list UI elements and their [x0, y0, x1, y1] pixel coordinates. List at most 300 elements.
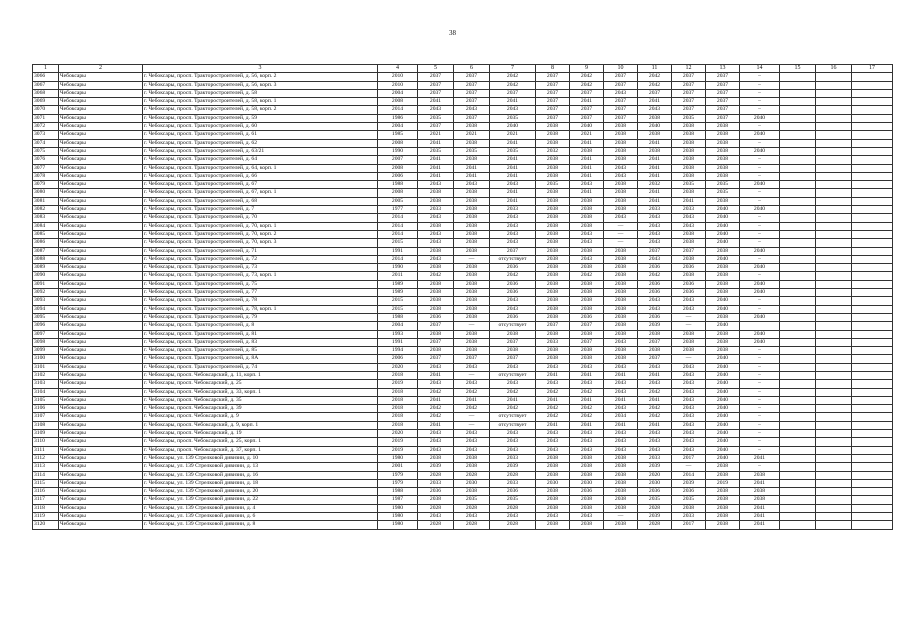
table-cell: [852, 297, 893, 305]
table-cell: 2038: [536, 488, 570, 496]
address-cell: г. Чебоксары, просп. Тракторостроителей, д. 62: [143, 139, 378, 147]
table-cell: Чебоксары: [59, 197, 143, 205]
table-cell: –: [740, 89, 780, 97]
table-cell: 2007: [378, 156, 418, 164]
table-cell: Чебоксары: [59, 347, 143, 355]
address-cell: г. Чебоксары, просп. Тракторостроителей, д. 74: [143, 363, 378, 371]
address-cell: г. Чебоксары, просп. Тракторостроителей, д. 70, корп. 3: [143, 239, 378, 247]
address-cell: г. Чебоксары, просп. Чебоксарский, д. 35: [143, 396, 378, 404]
table-cell: 2042: [638, 405, 672, 413]
table-cell: 2038: [672, 172, 706, 180]
table-cell: [816, 289, 852, 297]
table-cell: 2028: [638, 504, 672, 512]
table-cell: 2043: [672, 430, 706, 438]
row-number-cell: 3098: [33, 338, 59, 346]
row-number-cell: 3069: [33, 98, 59, 106]
table-cell: 2038: [536, 297, 570, 305]
table-cell: 2033: [418, 206, 454, 214]
table-cell: [780, 230, 816, 238]
table-cell: [816, 380, 852, 388]
table-cell: 2043: [490, 305, 536, 313]
table-cell: 2038: [706, 289, 740, 297]
table-cell: [780, 396, 816, 404]
table-cell: 2038: [706, 513, 740, 521]
row-number-cell: 3116: [33, 488, 59, 496]
table-cell: 2030: [570, 479, 604, 487]
table-cell: 2041: [454, 172, 490, 180]
table-cell: 2020: [638, 471, 672, 479]
table-cell: 2041: [638, 156, 672, 164]
table-cell: 2038: [638, 131, 672, 139]
address-cell: г. Чебоксары, ул. 139 Стрелковой дивизии, д. 18: [143, 479, 378, 487]
table-cell: —: [454, 371, 490, 379]
table-cell: [780, 172, 816, 180]
table-cell: 2041: [740, 521, 780, 529]
column-header: 7: [490, 65, 536, 73]
table-cell: [852, 81, 893, 89]
table-cell: 2028: [490, 504, 536, 512]
table-cell: –: [740, 371, 780, 379]
table-cell: 2037: [706, 89, 740, 97]
table-cell: 2041: [638, 98, 672, 106]
table-cell: 2041: [638, 396, 672, 404]
table-cell: –: [740, 230, 780, 238]
table-cell: 2040: [706, 454, 740, 462]
column-header: 12: [672, 65, 706, 73]
table-cell: 2038: [706, 504, 740, 512]
table-cell: 2036: [490, 313, 536, 321]
table-row: [33, 463, 893, 471]
column-header: 3: [143, 65, 378, 73]
table-cell: 2037: [638, 338, 672, 346]
table-cell: 2033: [638, 206, 672, 214]
table-cell: 2043: [638, 438, 672, 446]
table-cell: –: [740, 446, 780, 454]
table-cell: 2038: [604, 347, 638, 355]
address-cell: г. Чебоксары, ул. 139 Стрелковой дивизии, д. 8: [143, 521, 378, 529]
table-cell: 2037: [536, 81, 570, 89]
table-cell: [780, 355, 816, 363]
table-cell: 2038: [570, 305, 604, 313]
table-cell: [816, 114, 852, 122]
table-cell: 2040: [706, 305, 740, 313]
table-cell: 2036: [490, 289, 536, 297]
table-cell: 2035: [706, 181, 740, 189]
table-cell: 2038: [706, 313, 740, 321]
table-cell: 2043: [418, 106, 454, 114]
row-number-cell: 3089: [33, 264, 59, 272]
table-cell: 2010: [378, 81, 418, 89]
table-cell: [816, 189, 852, 197]
table-cell: 2043: [672, 380, 706, 388]
table-cell: [852, 330, 893, 338]
table-cell: 2005: [378, 197, 418, 205]
table-cell: [852, 454, 893, 462]
table-cell: 2038: [604, 247, 638, 255]
table-cell: 2038: [454, 313, 490, 321]
table-cell: [816, 297, 852, 305]
table-cell: Чебоксары: [59, 289, 143, 297]
table-cell: 2033: [638, 454, 672, 462]
table-cell: 2038: [706, 156, 740, 164]
table-cell: 2043: [536, 380, 570, 388]
table-cell: 2037: [638, 89, 672, 97]
page-number: 38: [449, 29, 456, 37]
table-cell: Чебоксары: [59, 488, 143, 496]
row-number-cell: 3100: [33, 355, 59, 363]
table-cell: 2021: [454, 131, 490, 139]
address-cell: г. Чебоксары, просп. Тракторостроителей, д. 8А: [143, 355, 378, 363]
table-row: [33, 189, 893, 197]
table-cell: Чебоксары: [59, 147, 143, 155]
table-cell: [816, 214, 852, 222]
table-cell: 2035: [418, 147, 454, 155]
table-cell: 2037: [490, 89, 536, 97]
table-row: [33, 430, 893, 438]
table-row: [33, 147, 893, 155]
table-cell: 2043: [672, 371, 706, 379]
table-cell: Чебоксары: [59, 454, 143, 462]
row-number-cell: 3075: [33, 147, 59, 155]
table-cell: 2038: [604, 280, 638, 288]
row-number-cell: 3102: [33, 371, 59, 379]
table-cell: 2038: [604, 471, 638, 479]
table-cell: [780, 73, 816, 81]
table-cell: 2043: [638, 363, 672, 371]
row-number-cell: 3080: [33, 189, 59, 197]
table-cell: Чебоксары: [59, 521, 143, 529]
table-cell: 2043: [672, 446, 706, 454]
table-cell: [816, 98, 852, 106]
table-cell: 2043: [418, 430, 454, 438]
table-row: [33, 496, 893, 504]
table-row: [33, 438, 893, 446]
table-cell: 2038: [570, 297, 604, 305]
row-number-cell: 3101: [33, 363, 59, 371]
table-cell: [780, 363, 816, 371]
table-cell: 2038: [706, 330, 740, 338]
table-cell: отсутствует: [490, 322, 536, 330]
table-cell: 2028: [418, 504, 454, 512]
table-cell: 2028: [454, 521, 490, 529]
address-cell: г. Чебоксары, просп. Тракторостроителей, д. 85: [143, 347, 378, 355]
table-cell: –: [740, 305, 780, 313]
table-cell: 2038: [536, 305, 570, 313]
row-number-cell: 3120: [33, 521, 59, 529]
table-cell: 2038: [672, 347, 706, 355]
table-cell: [816, 206, 852, 214]
table-cell: [816, 230, 852, 238]
address-cell: г. Чебоксары, просп. Тракторостроителей, д. 58: [143, 89, 378, 97]
table-cell: 2040: [706, 239, 740, 247]
table-cell: 2032: [536, 147, 570, 155]
table-cell: 2043: [418, 380, 454, 388]
table-cell: Чебоксары: [59, 123, 143, 131]
column-header: 1: [33, 65, 59, 73]
table-cell: 2036: [638, 280, 672, 288]
table-cell: 2038: [706, 197, 740, 205]
table-row: [33, 206, 893, 214]
table-cell: [780, 147, 816, 155]
table-cell: 2038: [454, 297, 490, 305]
table-cell: 2043: [418, 438, 454, 446]
table-cell: 2041: [638, 172, 672, 180]
table-cell: 2038: [536, 463, 570, 471]
table-cell: 2038: [604, 355, 638, 363]
table-cell: 2038: [570, 264, 604, 272]
table-cell: [852, 463, 893, 471]
table-cell: 2038: [570, 496, 604, 504]
table-cell: 2028: [454, 471, 490, 479]
table-cell: 2038: [604, 131, 638, 139]
table-cell: 2043: [490, 222, 536, 230]
table-cell: 2043: [418, 363, 454, 371]
table-cell: 2037: [604, 106, 638, 114]
table-cell: 2041: [418, 421, 454, 429]
table-cell: 2038: [536, 222, 570, 230]
table-cell: 2040: [740, 247, 780, 255]
row-number-cell: 3091: [33, 280, 59, 288]
table-cell: 2041: [570, 139, 604, 147]
table-cell: 2018: [378, 405, 418, 413]
table-cell: [780, 214, 816, 222]
table-cell: –: [740, 355, 780, 363]
table-cell: 2043: [536, 446, 570, 454]
table-cell: [780, 479, 816, 487]
table-cell: 2038: [418, 347, 454, 355]
table-cell: 2014: [672, 471, 706, 479]
table-cell: 2036: [570, 313, 604, 321]
column-header: 5: [418, 65, 454, 73]
table-cell: 2038: [454, 156, 490, 164]
table-cell: 2038: [536, 156, 570, 164]
table-cell: 2038: [536, 454, 570, 462]
table-cell: 2037: [604, 81, 638, 89]
table-cell: [780, 106, 816, 114]
table-cell: [852, 114, 893, 122]
table-cell: 2043: [490, 297, 536, 305]
table-cell: 2038: [570, 289, 604, 297]
table-cell: [780, 89, 816, 97]
address-cell: г. Чебоксары, просп. Тракторостроителей, д. 73, корп. 1: [143, 272, 378, 280]
table-cell: 2041: [418, 156, 454, 164]
table-row: [33, 280, 893, 288]
table-cell: Чебоксары: [59, 430, 143, 438]
table-cell: [852, 363, 893, 371]
table-cell: [852, 98, 893, 106]
table-cell: 2039: [638, 463, 672, 471]
table-cell: 2037: [418, 81, 454, 89]
row-number-cell: 3083: [33, 214, 59, 222]
table-cell: 2008: [378, 164, 418, 172]
table-cell: 2038: [536, 230, 570, 238]
table-cell: Чебоксары: [59, 255, 143, 263]
table-cell: [852, 181, 893, 189]
table-cell: 1988: [378, 313, 418, 321]
table-cell: –: [740, 81, 780, 89]
address-cell: г. Чебоксары, просп. Тракторостроителей, д. 72: [143, 255, 378, 263]
table-cell: 2037: [706, 73, 740, 81]
table-cell: 2036: [490, 280, 536, 288]
address-cell: г. Чебоксары, ул. 139 Стрелковой дивизии, д. 16: [143, 471, 378, 479]
table-cell: 2042: [638, 413, 672, 421]
table-cell: 2034: [604, 413, 638, 421]
table-cell: 2037: [536, 322, 570, 330]
table-cell: 2043: [638, 430, 672, 438]
table-cell: 2043: [570, 255, 604, 263]
table-cell: 2042: [536, 388, 570, 396]
table-row: [33, 164, 893, 172]
table-cell: 2041: [536, 371, 570, 379]
table-cell: 2041: [638, 164, 672, 172]
table-cell: [852, 479, 893, 487]
table-cell: 2042: [638, 388, 672, 396]
table-cell: 2038: [706, 164, 740, 172]
address-cell: г. Чебоксары, просп. Чебоксарский, д. 19: [143, 430, 378, 438]
table-cell: 2018: [378, 421, 418, 429]
table-cell: [780, 371, 816, 379]
table-cell: 2038: [536, 139, 570, 147]
table-cell: Чебоксары: [59, 222, 143, 230]
table-cell: –: [740, 380, 780, 388]
table-cell: 2030: [454, 479, 490, 487]
table-cell: 2043: [454, 380, 490, 388]
table-cell: [852, 405, 893, 413]
column-header: 4: [378, 65, 418, 73]
table-cell: 2038: [638, 114, 672, 122]
table-cell: 2038: [672, 338, 706, 346]
table-cell: 1988: [378, 181, 418, 189]
table-cell: 2038: [638, 147, 672, 155]
table-cell: 2038: [638, 347, 672, 355]
table-cell: 2038: [454, 230, 490, 238]
row-number-cell: 3092: [33, 289, 59, 297]
table-cell: 2038: [604, 463, 638, 471]
table-cell: 2015: [378, 305, 418, 313]
table-cell: [780, 206, 816, 214]
table-cell: 2037: [454, 98, 490, 106]
table-cell: [816, 272, 852, 280]
address-cell: г. Чебоксары, просп. Тракторостроителей, д. 83: [143, 338, 378, 346]
table-cell: 2038: [536, 214, 570, 222]
table-cell: [780, 388, 816, 396]
table-cell: [852, 521, 893, 529]
table-cell: [780, 289, 816, 297]
table-cell: [780, 463, 816, 471]
table-cell: 2037: [418, 322, 454, 330]
table-cell: 2036: [418, 313, 454, 321]
table-row: [33, 156, 893, 164]
table-cell: Чебоксары: [59, 239, 143, 247]
table-cell: 2038: [536, 347, 570, 355]
table-cell: 2041: [490, 396, 536, 404]
table-cell: 2040: [706, 322, 740, 330]
row-number-cell: 3097: [33, 330, 59, 338]
table-cell: [816, 363, 852, 371]
table-cell: [780, 413, 816, 421]
table-cell: [816, 131, 852, 139]
table-cell: [816, 405, 852, 413]
table-cell: [816, 322, 852, 330]
table-cell: [852, 123, 893, 131]
table-row: [33, 413, 893, 421]
address-cell: г. Чебоксары, просп. Тракторостроителей, д. 75: [143, 280, 378, 288]
table-cell: Чебоксары: [59, 181, 143, 189]
address-cell: г. Чебоксары, просп. Тракторостроителей, д. 67: [143, 181, 378, 189]
table-cell: 2041: [490, 164, 536, 172]
table-cell: 2043: [638, 106, 672, 114]
table-row: [33, 106, 893, 114]
table-cell: 2038: [454, 247, 490, 255]
table-cell: 2004: [378, 123, 418, 131]
address-cell: г. Чебоксары, просп. Чебоксарский, д. 9: [143, 413, 378, 421]
table-cell: [816, 181, 852, 189]
table-cell: 2040: [740, 280, 780, 288]
table-cell: [816, 73, 852, 81]
table-cell: [852, 488, 893, 496]
table-cell: [816, 239, 852, 247]
table-cell: 1986: [378, 114, 418, 122]
address-cell: г. Чебоксары, ул. 139 Стрелковой дивизии, д. 6: [143, 513, 378, 521]
table-cell: 2037: [418, 355, 454, 363]
table-cell: 2041: [490, 98, 536, 106]
table-cell: [816, 305, 852, 313]
table-row: [33, 363, 893, 371]
table-row: [33, 504, 893, 512]
column-header: 17: [852, 65, 893, 73]
table-cell: –: [740, 156, 780, 164]
table-cell: 2040: [638, 123, 672, 131]
table-cell: [816, 164, 852, 172]
table-cell: 2037: [536, 98, 570, 106]
row-number-cell: 3090: [33, 272, 59, 280]
table-cell: 2037: [490, 338, 536, 346]
table-cell: 2035: [454, 147, 490, 155]
table-cell: [852, 106, 893, 114]
table-cell: [780, 255, 816, 263]
address-cell: г. Чебоксары, просп. Тракторостроителей, д. 81: [143, 330, 378, 338]
table-cell: 2040: [740, 147, 780, 155]
table-row: [33, 521, 893, 529]
table-cell: 2038: [604, 272, 638, 280]
table-cell: [852, 322, 893, 330]
table-cell: –: [740, 222, 780, 230]
table-cell: [816, 247, 852, 255]
table-cell: 2040: [740, 338, 780, 346]
table-cell: 2040: [740, 181, 780, 189]
address-cell: г. Чебоксары, просп. Чебоксарский, д. 37, корп. 1: [143, 446, 378, 454]
table-cell: 2032: [638, 181, 672, 189]
table-cell: 2035: [638, 496, 672, 504]
row-number-cell: 3070: [33, 106, 59, 114]
table-cell: 2038: [454, 264, 490, 272]
table-cell: [852, 388, 893, 396]
table-cell: 2043: [604, 172, 638, 180]
table-cell: 2038: [604, 255, 638, 263]
table-cell: [816, 89, 852, 97]
table-cell: 2039: [638, 322, 672, 330]
table-cell: –: [740, 396, 780, 404]
row-number-cell: 3109: [33, 430, 59, 438]
table-cell: [852, 421, 893, 429]
table-cell: 2030: [638, 479, 672, 487]
table-cell: [780, 272, 816, 280]
address-cell: г. Чебоксары, просп. Тракторостроителей, д. 56, корп. 3: [143, 81, 378, 89]
table-cell: Чебоксары: [59, 479, 143, 487]
table-cell: 2037: [672, 73, 706, 81]
table-cell: [852, 371, 893, 379]
table-row: [33, 355, 893, 363]
